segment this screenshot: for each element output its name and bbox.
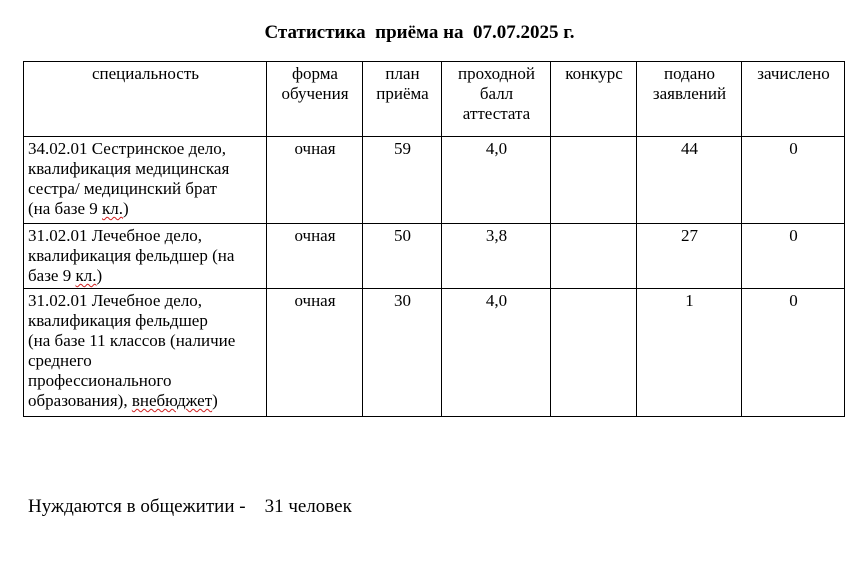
admission-plan-cell: 30 bbox=[363, 289, 442, 417]
table-row bbox=[24, 289, 845, 417]
spellcheck-underlined-text: внебюджет bbox=[131, 391, 213, 410]
document-title: Статистика приёма на 07.07.2025 г. bbox=[264, 22, 575, 43]
study-form-cell: очная bbox=[267, 224, 363, 289]
header-study-form: форма обучения bbox=[267, 62, 363, 137]
admission-stats-table bbox=[23, 61, 845, 417]
header-competition: конкурс bbox=[551, 62, 637, 137]
specialty-line: среднего bbox=[28, 351, 92, 370]
header-passing-score: проходной балл аттестата bbox=[442, 62, 551, 137]
specialty-line: квалификация фельдшер bbox=[28, 311, 208, 330]
header-applications: подано заявлений bbox=[637, 62, 742, 137]
specialty-line-tail: ) bbox=[212, 391, 218, 410]
specialty-line: сестра/ медицинский брат bbox=[28, 179, 217, 198]
passing-score-cell: 4,0 bbox=[442, 289, 551, 417]
header-specialty: специальность bbox=[24, 62, 267, 137]
enrolled-cell: 0 bbox=[742, 137, 845, 224]
table-row bbox=[24, 137, 845, 224]
specialty-line: профессионального bbox=[28, 371, 172, 390]
specialty-line: квалификация фельдшер (на bbox=[28, 246, 235, 265]
specialty-line-tail: ) bbox=[96, 266, 103, 285]
applications-cell: 1 bbox=[637, 289, 742, 417]
competition-cell bbox=[551, 137, 637, 224]
applications-cell: 27 bbox=[637, 224, 742, 289]
spellcheck-underlined-text: кл. bbox=[102, 199, 124, 218]
spellcheck-underlined-text: кл. bbox=[75, 266, 97, 285]
specialty-line: 31.02.01 Лечебное дело, bbox=[28, 226, 203, 245]
admission-plan-cell: 50 bbox=[363, 224, 442, 289]
specialty-cell bbox=[24, 137, 267, 224]
table-header-row bbox=[24, 62, 845, 137]
specialty-line-tail: ) bbox=[123, 199, 129, 218]
specialty-line: (на базе 11 классов (наличие bbox=[28, 331, 236, 350]
specialty-line: образования), bbox=[28, 391, 132, 410]
applications-cell: 44 bbox=[637, 137, 742, 224]
header-admission-plan: план приёма bbox=[363, 62, 442, 137]
competition-cell bbox=[551, 224, 637, 289]
enrolled-cell: 0 bbox=[742, 224, 845, 289]
admission-plan-cell: 59 bbox=[363, 137, 442, 224]
study-form-cell: очная bbox=[267, 289, 363, 417]
specialty-line: (на базе 9 bbox=[28, 199, 103, 218]
competition-cell bbox=[551, 289, 637, 417]
table-row bbox=[24, 224, 845, 289]
study-form-cell: очная bbox=[267, 137, 363, 224]
header-enrolled: зачислено bbox=[742, 62, 845, 137]
specialty-cell bbox=[24, 289, 267, 417]
specialty-line: базе 9 bbox=[28, 266, 76, 285]
specialty-cell bbox=[24, 224, 267, 289]
dormitory-need-note: Нуждаются в общежитии - 31 человек bbox=[28, 496, 352, 517]
specialty-line: 31.02.01 Лечебное дело, bbox=[28, 291, 203, 310]
passing-score-cell: 3,8 bbox=[442, 224, 551, 289]
specialty-line: 34.02.01 Сестринское дело, bbox=[28, 139, 227, 158]
specialty-line: квалификация медицинская bbox=[28, 159, 230, 178]
enrolled-cell: 0 bbox=[742, 289, 845, 417]
passing-score-cell: 4,0 bbox=[442, 137, 551, 224]
